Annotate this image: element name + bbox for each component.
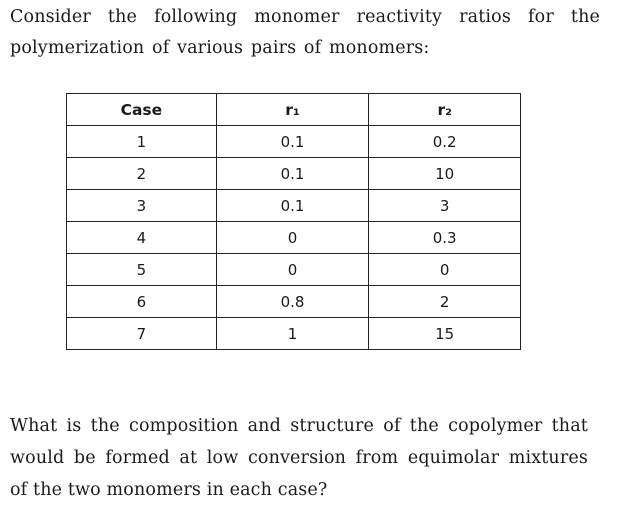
table-row: [67, 318, 521, 350]
header-r1: r₁: [216, 94, 369, 126]
question-line-1: What is the composition and structure of the copolymer that: [10, 416, 588, 436]
case-cell: 1: [67, 126, 217, 158]
case-cell: 2: [67, 158, 217, 190]
case-cell: 4: [67, 222, 217, 254]
table-row: [67, 126, 521, 158]
case-cell: 6: [67, 286, 217, 318]
table-row: [67, 190, 521, 222]
r1-cell: 0.1: [216, 190, 369, 222]
table-row: [67, 254, 521, 286]
case-cell: 5: [67, 254, 217, 286]
header-case: Case: [67, 94, 217, 126]
reactivity-ratio-table: [66, 93, 521, 350]
r2-cell: 0.2: [369, 126, 521, 158]
r1-cell: 1: [216, 318, 369, 350]
r2-cell: 15: [369, 318, 521, 350]
r2-cell: 10: [369, 158, 521, 190]
case-cell: 3: [67, 190, 217, 222]
header-r2: r₂: [369, 94, 521, 126]
intro-paragraph: [10, 2, 600, 64]
intro-line-2: polymerization of various pairs of monomers:: [10, 38, 430, 58]
intro-line-1: Consider the following monomer reactivity ratios for the: [10, 7, 600, 27]
r2-cell: 0: [369, 254, 521, 286]
question-line-3: of the two monomers in each case?: [10, 480, 328, 500]
r1-cell: 0: [216, 254, 369, 286]
r2-cell: 0.3: [369, 222, 521, 254]
question-line-2: would be formed at low conversion from equimolar mixtures: [10, 448, 588, 468]
table-header-row: [67, 94, 521, 126]
r2-cell: 2: [369, 286, 521, 318]
case-cell: 7: [67, 318, 217, 350]
r1-cell: 0.1: [216, 126, 369, 158]
r1-cell: 0.8: [216, 286, 369, 318]
r1-cell: 0.1: [216, 158, 369, 190]
table-row: [67, 286, 521, 318]
question-paragraph: [10, 410, 588, 506]
r2-cell: 3: [369, 190, 521, 222]
table-row: [67, 158, 521, 190]
r1-cell: 0: [216, 222, 369, 254]
table-row: [67, 222, 521, 254]
